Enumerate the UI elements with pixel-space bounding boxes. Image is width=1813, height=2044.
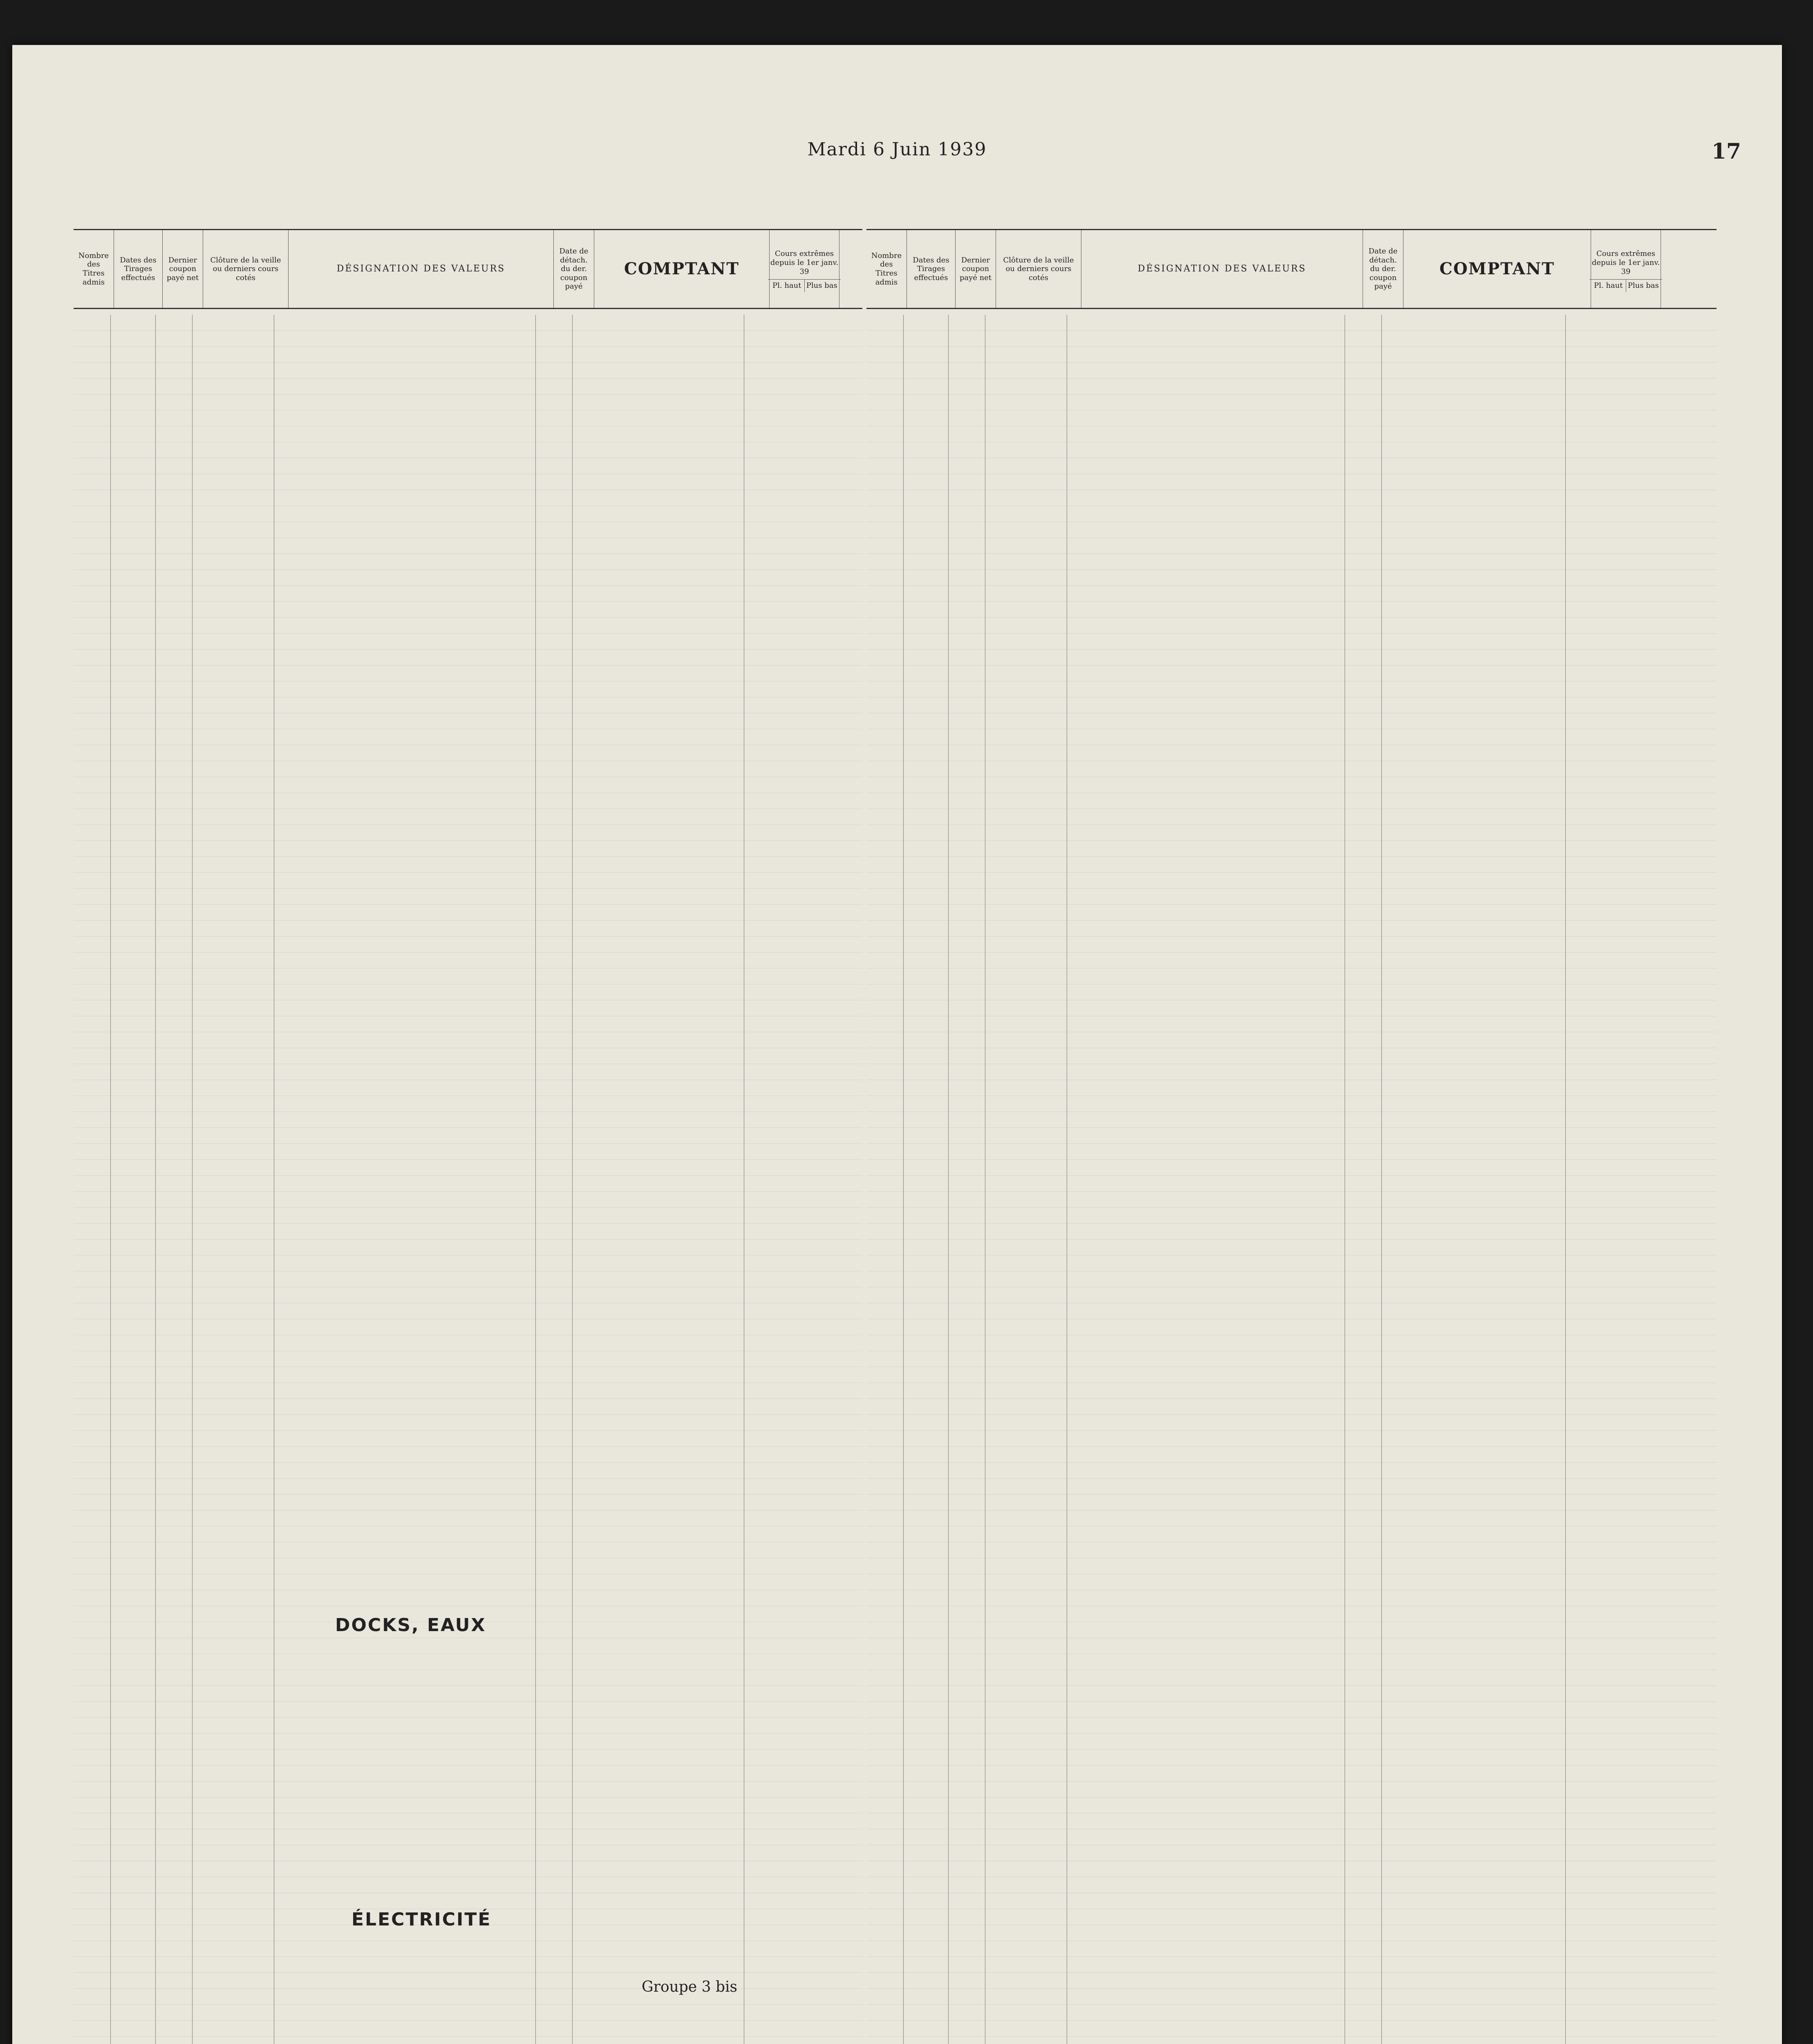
header-dernier-coupon-r: Dernier coupon payé net xyxy=(956,230,996,308)
masthead xyxy=(12,139,1782,172)
groupe-label: Groupe 3 bis xyxy=(642,1979,737,1995)
section-docks-eaux: DOCKS, EAUX xyxy=(335,1615,486,1636)
rule xyxy=(110,315,111,2044)
header-pl-haut: Pl. haut xyxy=(770,280,805,292)
header-comptant: COMPTANT xyxy=(594,230,770,308)
rule xyxy=(1381,315,1382,2044)
rule xyxy=(1565,315,1566,2044)
page-date: Mardi 6 Juin 1939 xyxy=(807,139,987,160)
header-nombre-titres-r: Nombre des Titres admis xyxy=(866,230,907,308)
header-date-detach: Date de détach. du der. coupon payé xyxy=(554,230,594,308)
left-listing xyxy=(74,315,862,2044)
newspaper-page xyxy=(12,45,1782,2044)
rule xyxy=(572,315,573,2044)
header-comptant-r: COMPTANT xyxy=(1403,230,1591,308)
section-electricite: ÉLECTRICITÉ xyxy=(351,1909,492,1930)
header-date-detach-r: Date de détach. du der. coupon payé xyxy=(1363,230,1403,308)
header-plus-bas: Plus bas xyxy=(806,281,837,290)
header-pl-haut-r: Pl. haut xyxy=(1591,280,1626,292)
header-designation: DÉSIGNATION DES VALEURS xyxy=(289,230,554,308)
header-cloture-r: Clôture de la veille ou derniers cours cotés xyxy=(996,230,1081,308)
header-cours-label-r: Cours extrêmes depuis le 1er janv. 39 xyxy=(1589,246,1662,280)
header-dates-tirages: Dates des Tirages effectués xyxy=(114,230,163,308)
rule xyxy=(903,315,904,2044)
header-plus-bas-r: Plus bas xyxy=(1627,281,1659,290)
header-cours-extremes-r xyxy=(1591,230,1661,308)
left-table-header xyxy=(74,229,862,309)
page-number: 17 xyxy=(1711,139,1741,164)
right-listing xyxy=(866,315,1717,2044)
header-dates-tirages-r: Dates des Tirages effectués xyxy=(907,230,956,308)
right-table-header xyxy=(866,229,1717,309)
header-cours-label: Cours extrêmes depuis le 1er janv. 39 xyxy=(768,246,841,280)
header-cloture: Clôture de la veille ou derniers cours cotés xyxy=(203,230,289,308)
header-dernier-coupon: Dernier coupon payé net xyxy=(163,230,203,308)
header-cours-extremes xyxy=(770,230,839,308)
header-nombre-titres: Nombre des Titres admis xyxy=(74,230,114,308)
rule xyxy=(535,315,536,2044)
header-designation-r: DÉSIGNATION DES VALEURS xyxy=(1081,230,1363,308)
rule xyxy=(948,315,949,2044)
rule xyxy=(155,315,156,2044)
